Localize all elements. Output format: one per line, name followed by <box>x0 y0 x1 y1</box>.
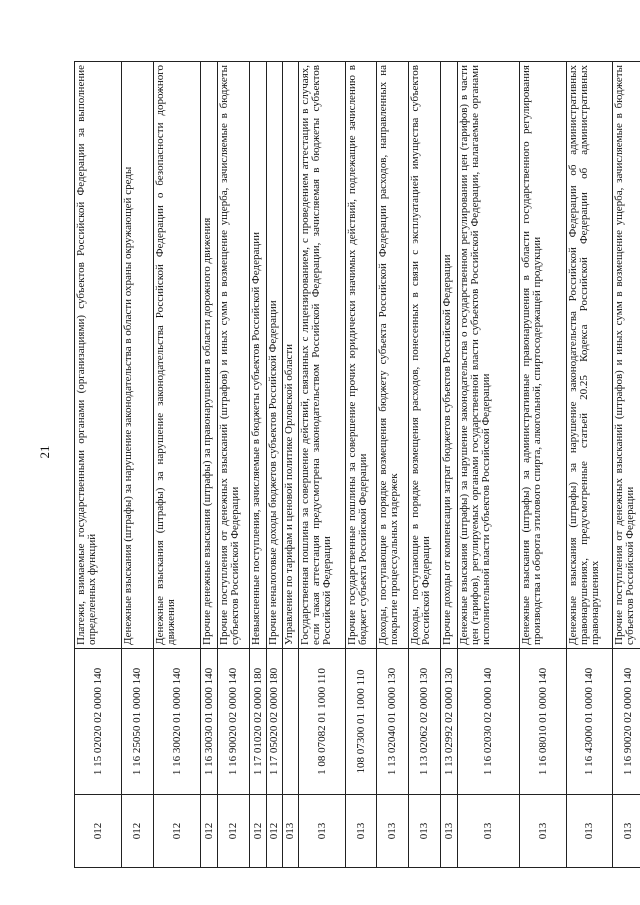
revenue-code-cell: 1 16 90020 02 0000 140 <box>613 649 640 795</box>
revenue-name-cell: Денежные взыскания (штрафы) за административные правонарушения в области государственного регулирования производства и оборота этилового спирта, алкогольной, спиртосодержащей продукции <box>520 62 567 649</box>
revenue-name-cell: Прочие поступления от денежных взысканий (штрафов) и иных сумм в возмещение ущерба, зачисляемые в бюджеты субъектов Российской Федерации <box>218 62 250 649</box>
admin-code-cell: 013 <box>458 795 520 868</box>
admin-code-cell: 013 <box>441 795 458 868</box>
revenue-code-cell: 1 16 90020 02 0000 140 <box>218 649 250 795</box>
table-row <box>346 62 377 868</box>
revenue-code-cell: 1 13 02062 02 0000 130 <box>409 649 441 795</box>
revenue-name-cell: Денежные взыскания (штрафы) за нарушение законодательства Российской Федерации об административных правонарушениях, предусмотренные статьей 20.25 Кодекса Российской Федерации об административных правонарушениях <box>567 62 613 649</box>
revenue-code-cell: 1 16 02030 02 0000 140 <box>458 649 520 795</box>
revenue-code-cell: 1 15 02020 02 0000 140 <box>75 649 122 795</box>
admin-code-cell: 012 <box>250 795 267 868</box>
admin-code-cell: 012 <box>267 795 283 868</box>
revenue-name-cell: Прочие поступления от денежных взысканий (штрафов) и иных сумм в возмещение ущерба, зачисляемые в бюджеты субъектов Российской Федерации <box>613 62 640 649</box>
revenue-code-cell: 1 16 08010 01 0000 140 <box>520 649 567 795</box>
table-row <box>299 62 346 868</box>
revenue-name-cell: Невыясненные поступления, зачисляемые в бюджеты субъектов Российской Федерации <box>250 62 267 649</box>
revenue-code-cell <box>283 649 299 795</box>
table-row <box>377 62 409 868</box>
revenue-code-cell: 1 17 01020 02 0000 180 <box>250 649 267 795</box>
admin-code-cell: 013 <box>409 795 441 868</box>
revenue-name-cell: Управление по тарифам и ценовой политике Орловской области <box>283 62 299 649</box>
page-number: 21 <box>37 445 52 459</box>
revenue-name-cell: Прочие денежные взыскания (штрафы) за правонарушения в области дорожного движения <box>201 62 218 649</box>
admin-code-cell: 013 <box>299 795 346 868</box>
admin-code-cell: 013 <box>520 795 567 868</box>
revenue-code-cell: 108 07300 01 1000 110 <box>346 649 377 795</box>
admin-code-cell: 012 <box>154 795 201 868</box>
table-row <box>283 62 299 868</box>
table-row <box>201 62 218 868</box>
revenue-code-cell: 1 16 30020 01 0000 140 <box>154 649 201 795</box>
revenue-code-cell: 1 13 02040 01 0000 130 <box>377 649 409 795</box>
revenue-name-cell: Денежные взыскания (штрафы) за нарушение законодательства в области охраны окружающей среды <box>122 62 154 649</box>
admin-code-cell: 013 <box>346 795 377 868</box>
revenue-name-cell: Прочие государственные пошлины за совершение прочих юридически значимых действий, подлежащие зачислению в бюджет субъекта Российской Федерации <box>346 62 377 649</box>
revenue-code-cell: 1 17 05020 02 0000 180 <box>267 649 283 795</box>
revenue-codes-table <box>74 61 640 868</box>
revenue-name-cell: Денежные взыскания (штрафы) за нарушение законодательства о государственном регулировании цен (тарифов) в части цен (тарифов), регулируемых органами государственной власти субъектов Российской Федерации, налагаемые органами исполнительной власти субъектов Российской Федерации <box>458 62 520 649</box>
revenue-name-cell: Прочие неналоговые доходы бюджетов субъектов Российской Федерации <box>267 62 283 649</box>
table-row <box>267 62 283 868</box>
table-row <box>441 62 458 868</box>
table-row <box>567 62 613 868</box>
revenue-code-cell: 1 16 25050 01 0000 140 <box>122 649 154 795</box>
revenue-name-cell: Государственная пошлина за совершение действий, связанных с лицензированием, с проведением аттестации в случаях, если такая аттестация предусмотрена законодательством Российской Федерации, зачисляемая в бюджеты субъектов Российской Федерации <box>299 62 346 649</box>
revenue-code-cell: 1 08 07082 01 1000 110 <box>299 649 346 795</box>
table-row <box>218 62 250 868</box>
table-row <box>122 62 154 868</box>
revenue-code-cell: 1 16 30030 01 0000 140 <box>201 649 218 795</box>
admin-code-cell: 013 <box>377 795 409 868</box>
revenue-name-cell: Денежные взыскания (штрафы) за нарушение законодательства Российской Федерации о безопасности дорожного движения <box>154 62 201 649</box>
admin-code-cell: 012 <box>218 795 250 868</box>
table-row <box>613 62 640 868</box>
revenue-name-cell: Прочие доходы от компенсации затрат бюджетов субъектов Российской Федерации <box>441 62 458 649</box>
table-row <box>520 62 567 868</box>
table-row <box>154 62 201 868</box>
revenue-code-cell: 1 16 43000 01 0000 140 <box>567 649 613 795</box>
table-row <box>250 62 267 868</box>
revenue-name-cell: Платежи, взимаемые государственными органами (организациями) субъектов Российской Федерации за выполнение определенных функций <box>75 62 122 649</box>
revenue-name-cell: Доходы, поступающие в порядке возмещения бюджету субъекта Российской Федерации расходов, направленных на покрытие процессуальных издержек <box>377 62 409 649</box>
admin-code-cell: 013 <box>613 795 640 868</box>
table-row <box>75 62 122 868</box>
admin-code-cell: 013 <box>283 795 299 868</box>
admin-code-cell: 013 <box>567 795 613 868</box>
table-row <box>458 62 520 868</box>
table-row <box>409 62 441 868</box>
revenue-code-cell: 1 13 02992 02 0000 130 <box>441 649 458 795</box>
admin-code-cell: 012 <box>122 795 154 868</box>
admin-code-cell: 012 <box>201 795 218 868</box>
revenue-name-cell: Доходы, поступающие в порядке возмещения расходов, понесенных в связи с эксплуатацией имущества субъектов Российской Федерации <box>409 62 441 649</box>
admin-code-cell: 012 <box>75 795 122 868</box>
